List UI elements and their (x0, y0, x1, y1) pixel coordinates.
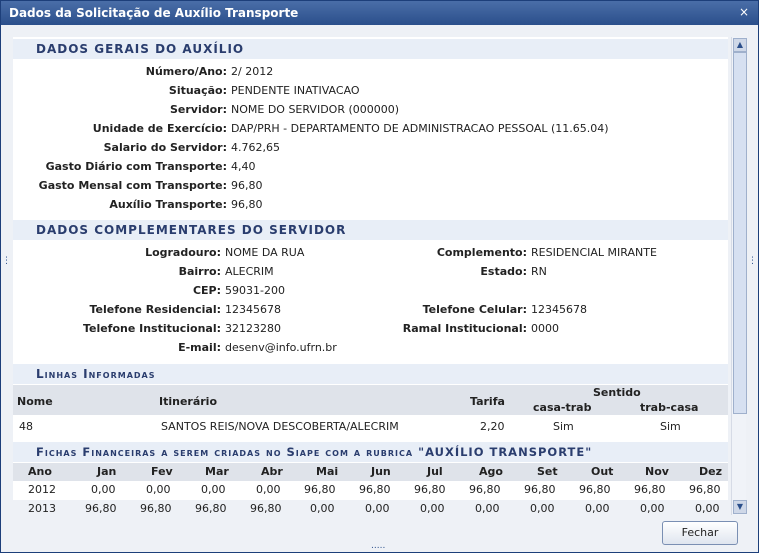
cell-out: 96,80 (579, 483, 611, 496)
label-tel-institucional: Telefone Institucional: (82, 322, 221, 335)
value-salario: 4.762,65 (231, 141, 280, 154)
label-tel-celular: Telefone Celular: (422, 303, 527, 316)
table-row (13, 500, 728, 515)
cell-ano: 2012 (28, 483, 56, 496)
close-icon[interactable]: × (738, 5, 750, 19)
cell-ago: 0,00 (475, 502, 500, 515)
scroll-thumb[interactable] (733, 52, 747, 414)
value-email: desenv@info.ufrn.br (225, 341, 337, 354)
col-trab-casa: trab-casa (640, 401, 699, 414)
cell-abr: 96,80 (250, 502, 282, 515)
cell-mar: 96,80 (195, 502, 227, 515)
label-estado: Estado: (480, 265, 527, 278)
label-ramal: Ramal Institucional: (402, 322, 527, 335)
section-title: Fichas Financeiras a serem criadas no Siape com a rubrica "AUXÍLIO TRANSPORTE" (36, 445, 593, 459)
section-dados-complementares (13, 220, 728, 240)
label-bairro: Bairro: (178, 265, 221, 278)
cell-dez: 96,80 (689, 483, 721, 496)
value-auxilio: 96,80 (231, 198, 263, 211)
cell-mar: 0,00 (201, 483, 226, 496)
value-cep: 59031-200 (225, 284, 285, 297)
cell-jan: 96,80 (85, 502, 117, 515)
cell-set: 96,80 (524, 483, 556, 496)
cell-jun: 0,00 (365, 502, 390, 515)
label-email: E-mail: (178, 341, 221, 354)
footer (1, 515, 758, 552)
left-resize-grip-icon[interactable]: ⋮ (2, 256, 11, 266)
col-tarifa: Tarifa (470, 395, 505, 408)
section-title: DADOS GERAIS DO AUXÍLIO (36, 42, 245, 56)
value-estado: RN (531, 265, 547, 278)
cell-nov: 96,80 (634, 483, 666, 496)
cell-abr: 0,00 (256, 483, 281, 496)
col-itinerario: Itinerário (159, 395, 218, 408)
section-linhas (13, 364, 728, 384)
label-numero-ano: Número/Ano: (145, 65, 227, 78)
col-sentido: Sentido (593, 386, 641, 399)
label-salario: Salario do Servidor: (103, 141, 227, 154)
col-jan: Jan (97, 465, 117, 478)
value-tel-celular: 12345678 (531, 303, 587, 316)
resize-grip-icon[interactable]: ..... (371, 541, 386, 551)
cell-trab-casa: Sim (660, 420, 681, 433)
section-fichas (13, 442, 728, 462)
label-cep: CEP: (192, 284, 221, 297)
col-ago: Ago (479, 465, 503, 478)
label-servidor: Servidor: (169, 103, 227, 116)
value-bairro: ALECRIM (225, 265, 274, 278)
label-unidade: Unidade de Exercício: (92, 122, 227, 135)
cell-out: 0,00 (585, 502, 610, 515)
scroll-up-icon[interactable]: ▲ (733, 38, 747, 52)
cell-jun: 96,80 (359, 483, 391, 496)
title-bar[interactable] (1, 1, 758, 25)
section-title: DADOS COMPLEMENTARES DO SERVIDOR (36, 223, 347, 237)
cell-mai: 96,80 (304, 483, 336, 496)
cell-casa-trab: Sim (553, 420, 574, 433)
table-row (13, 418, 728, 437)
label-logradouro: Logradouro: (145, 246, 221, 259)
label-situacao: Situação: (168, 84, 227, 97)
label-auxilio: Auxílio Transporte: (109, 198, 227, 211)
fichas-header (13, 463, 728, 481)
col-abr: Abr (261, 465, 283, 478)
vertical-scrollbar[interactable] (731, 37, 746, 515)
value-servidor: NOME DO SERVIDOR (000000) (231, 103, 400, 116)
cell-jul: 0,00 (420, 502, 445, 515)
value-situacao: PENDENTE INATIVACAO (231, 84, 360, 97)
cell-mai: 0,00 (310, 502, 335, 515)
value-logradouro: NOME DA RUA (225, 246, 305, 259)
cell-jul: 96,80 (414, 483, 446, 496)
content-panel (13, 37, 728, 515)
value-gasto-diario: 4,40 (231, 160, 256, 173)
cell-tarifa: 2,20 (480, 420, 505, 433)
cell-set: 0,00 (530, 502, 555, 515)
value-ramal: 0000 (531, 322, 559, 335)
label-complemento: Complemento: (436, 246, 527, 259)
col-jul: Jul (427, 465, 443, 478)
col-nov: Nov (645, 465, 669, 478)
col-mar: Mar (205, 465, 229, 478)
cell-fev: 96,80 (140, 502, 172, 515)
value-gasto-mensal: 96,80 (231, 179, 263, 192)
right-resize-grip-icon[interactable]: ⋮ (748, 256, 757, 266)
fechar-button[interactable]: Fechar (662, 521, 738, 545)
col-set: Set (537, 465, 558, 478)
table-row (13, 481, 728, 500)
scroll-down-icon[interactable]: ▼ (733, 500, 747, 514)
col-jun: Jun (371, 465, 391, 478)
col-casa-trab: casa-trab (533, 401, 592, 414)
section-title: Linhas Informadas (36, 367, 156, 381)
col-dez: Dez (699, 465, 722, 478)
value-numero-ano: 2/ 2012 (231, 65, 274, 78)
cell-fev: 0,00 (146, 483, 171, 496)
value-complemento: RESIDENCIAL MIRANTE (531, 246, 657, 259)
cell-dez: 0,00 (695, 502, 720, 515)
col-mai: Mai (316, 465, 339, 478)
cell-itinerario: SANTOS REIS/NOVA DESCOBERTA/ALECRIM (161, 420, 399, 433)
cell-nov: 0,00 (640, 502, 665, 515)
label-tel-residencial: Telefone Residencial: (89, 303, 221, 316)
value-unidade: DAP/PRH - DEPARTAMENTO DE ADMINISTRACAO PESSOAL (11.65.04) (231, 122, 609, 135)
col-ano: Ano (28, 465, 52, 478)
cell-ago: 96,80 (469, 483, 501, 496)
cell-nome: 48 (19, 420, 33, 433)
col-out: Out (591, 465, 614, 478)
window-title: Dados da Solicitação de Auxílio Transporte (9, 6, 299, 20)
value-tel-institucional: 32123280 (225, 322, 281, 335)
col-fev: Fev (151, 465, 173, 478)
col-nome: Nome (17, 395, 53, 408)
cell-jan: 0,00 (91, 483, 116, 496)
label-gasto-diario: Gasto Diário com Transporte: (45, 160, 227, 173)
cell-ano: 2013 (28, 502, 56, 515)
value-tel-residencial: 12345678 (225, 303, 281, 316)
section-dados-gerais (13, 39, 728, 59)
linhas-header (13, 385, 728, 415)
label-gasto-mensal: Gasto Mensal com Transporte: (38, 179, 227, 192)
